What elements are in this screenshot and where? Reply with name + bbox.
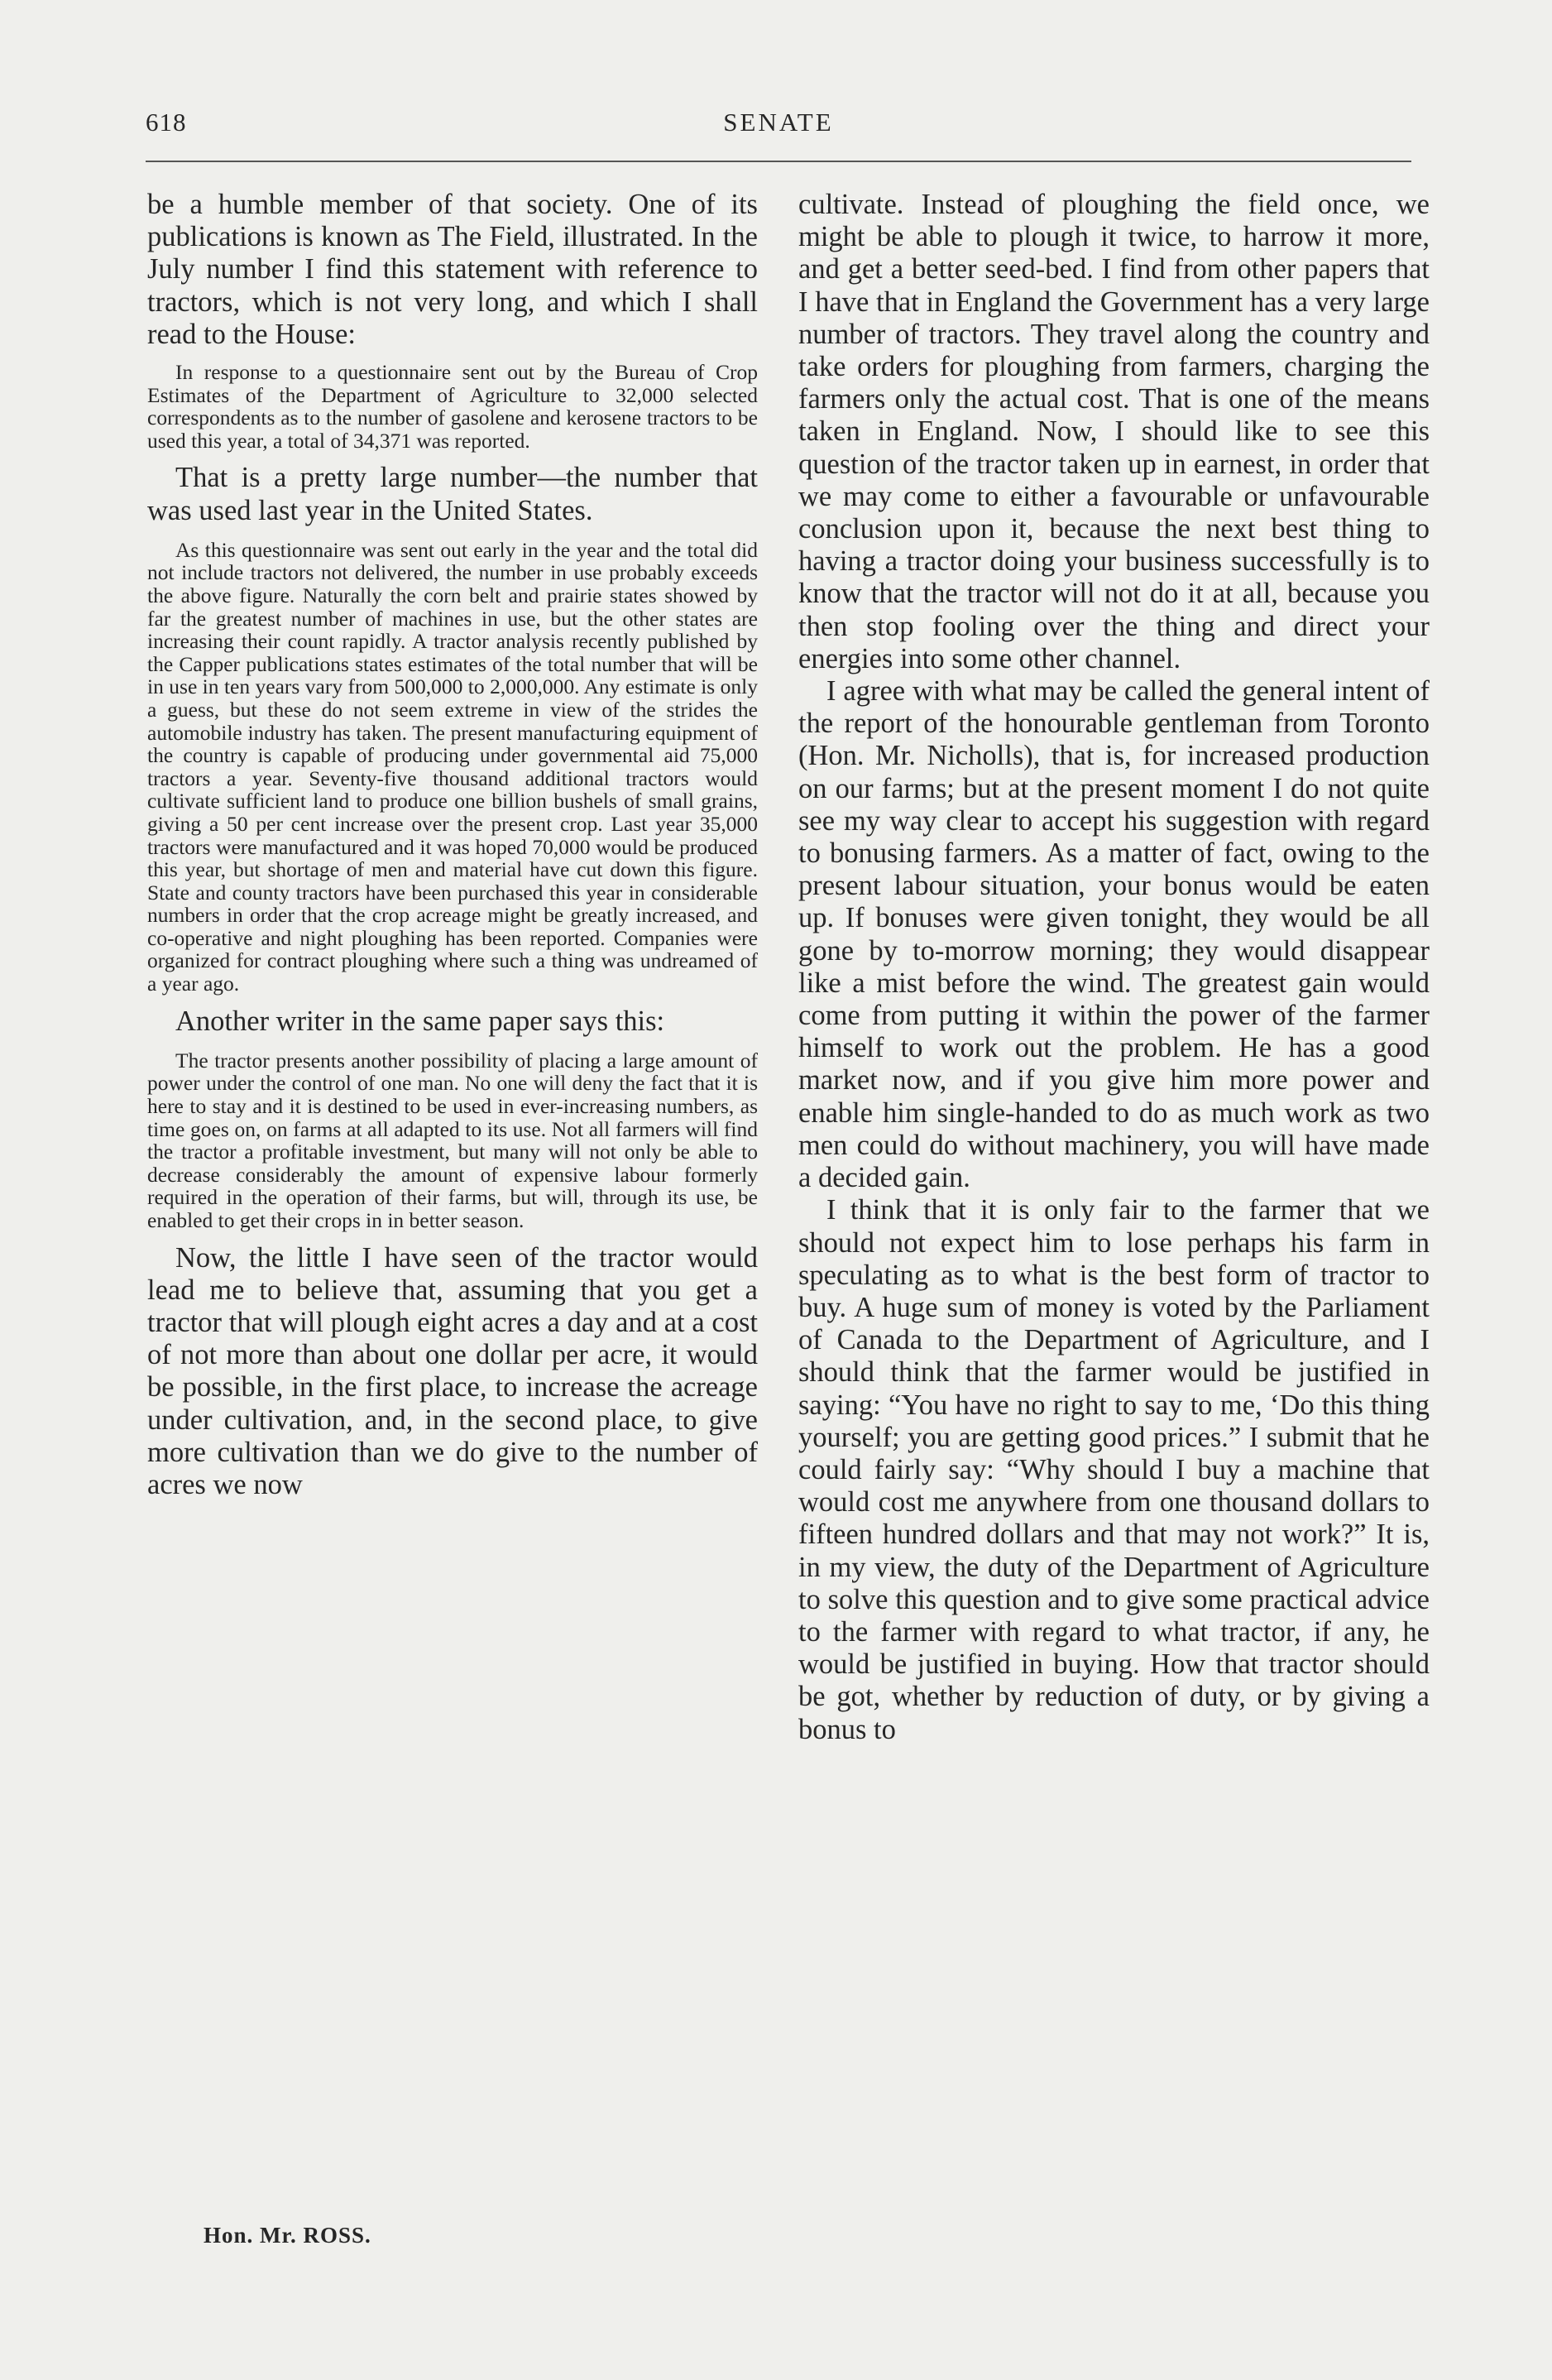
right-column: [798, 189, 1430, 1746]
right-paragraph-3: I think that it is only fair to the farmer that we should not expect him to lose perhaps his farm in speculating as to what is the best form of tractor to buy. A huge sum of money is voted by the Parliament of Canada to the Department of Agriculture, and I should think that the farmer would be justified in saying: “You have no right to say to me, ‘Do this thing yourself; you are getting good prices.” I submit that he could fairly say: “Why should I buy a machine that would cost me anywhere from one thousand dollars to fifteen hundred dollars and that may not work?” It is, in my view, the duty of the Department of Agriculture to solve this question and to give some practical advice to the farmer with regard to what tractor, if any, he would be justified in buying. How that tractor should be got, whether by reduction of duty, or by giving a bonus to: [798, 1194, 1430, 1745]
running-head: SENATE: [723, 108, 834, 137]
left-quote-2: As this questionnaire was sent out early in the year and the total did not include tractors not delivered, the number in use probably exceeds the above figure. Naturally the corn belt and prairie states showed by far the greatest number of machines in use, but the other states are increasing their count rapidly. A tractor analysis recently published by the Capper publications states estimates of the total number that will be in use in ten years vary from 500,000 to 2,000,000. Any estimate is only a guess, but these do not seem extreme in view of the strides the automobile industry has taken. The present manufacturing equipment of the country is capable of producing under governmental aid 75,000 tractors a year. Seventy-five thousand additional tractors would cultivate sufficient land to produce one billion bushels of small grains, giving a 50 per cent increase over the present crop. Last year 35,000 tractors were manufactured and it was hoped 70,000 would be produced this year, but shortage of men and material have cut down this figure. State and county tractors have been purchased this year in considerable numbers in order that the crop acreage might be greatly increased, and co-operative and night ploughing has been reported. Companies were organized for contract ploughing where such a thing was undreamed of a year ago.: [147, 537, 758, 996]
left-paragraph-2: That is a pretty large number—the number that was used last year in the United States.: [147, 462, 758, 526]
left-paragraph-3: Another writer in the same paper says this:: [175, 1005, 665, 1037]
left-quote-1: In response to a questionnaire sent out by the Bureau of Crop Estimates of the Department of Agriculture to 32,000 selected correspondents as to the number of gasolene and kerosene tractors to be used this year, a total of 34,371 was reported.: [147, 360, 758, 453]
page-number: 618: [146, 108, 187, 137]
page-header: [146, 108, 1411, 146]
speaker-footer: Hon. Mr. ROSS.: [204, 2223, 371, 2248]
left-paragraph-1: be a humble member of that society. One of its publications is known as The Field, illustrated. In the July number I find this statement with reference to tractors, which is not very long, and which I shall read to the House:: [147, 189, 758, 350]
right-paragraph-2: I agree with what may be called the general intent of the report of the honourable gentleman from Toronto (Hon. Mr. Nicholls), that is, for increased production on our farms; but at the present moment I do not quite see my way clear to accept his suggestion with regard to bonusing farmers. As a matter of fact, owing to the present labour situation, your bonus would be eaten up. If bonuses were given tonight, they would be all gone by to-morrow morning; they would disappear like a mist before the wind. The greatest gain would come from putting it within the power of the farmer himself to work out the problem. He has a good market now, and if you give him more power and enable him single-handed to do as much work as two men could do without machinery, you will have made a decided gain.: [798, 675, 1430, 1194]
left-paragraph-4: Now, the little I have seen of the tractor would lead me to believe that, assuming that you get a tractor that will plough eight acres a day and at a cost of not more than about one dollar per acre, it would be possible, in the first place, to increase the acreage under cultivation, and, in the second place, to give more cultivation than we do give to the number of acres we now: [147, 1241, 758, 1501]
right-paragraph-1: cultivate. Instead of ploughing the field once, we might be able to plough it twice, to harrow it more, and get a better seed-bed. I find from other papers that I have that in England the Government has a very large number of tractors. They travel along the country and take orders for ploughing from farmers, charging the farmers only the actual cost. That is one of the means taken in England. Now, I should like to see this question of the tractor taken up in earnest, in order that we may come to either a favourable or unfavourable conclusion upon it, because the next best thing to having a tractor doing your business successfully is to know that the tractor will not do it at all, because you then stop fooling over the thing and direct your energies into some other channel.: [798, 189, 1430, 674]
left-column: [147, 189, 758, 1501]
header-rule: [146, 161, 1411, 162]
left-quote-3: The tractor presents another possibility of placing a large amount of power under the control of one man. No one will deny the fact that it is here to stay and it is destined to be used in ever-increasing numbers, as time goes on, on farms at all adapted to its use. Not all farmers will find the tractor a profitable investment, but many will not only be able to decrease considerably the amount of expensive labour formerly required in the operation of their farms, but will, through its use, be enabled to get their crops in in better season.: [147, 1048, 758, 1233]
